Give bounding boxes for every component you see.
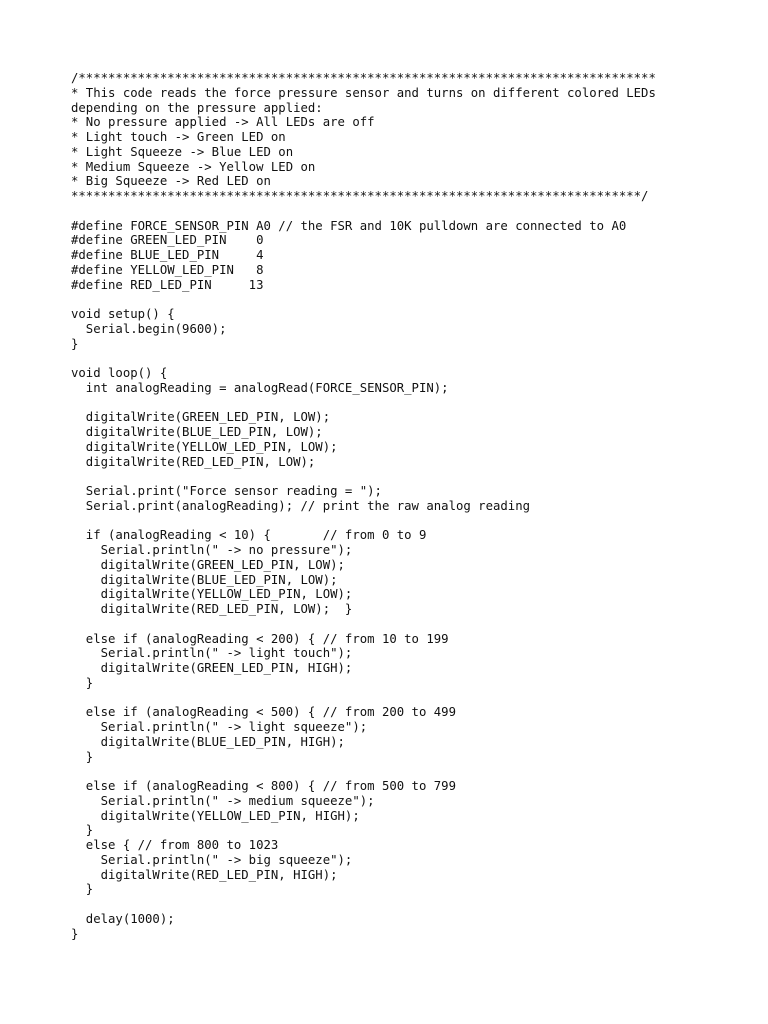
code-line: #define GREEN_LED_PIN 0 bbox=[71, 233, 264, 248]
code-line: Serial.println(" -> no pressure"); bbox=[71, 543, 353, 557]
code-line: digitalWrite(GREEN_LED_PIN, LOW); bbox=[71, 557, 345, 572]
code-line: } bbox=[71, 926, 79, 941]
code-line bbox=[71, 897, 731, 912]
code-line: int analogReading = analogRead(FORCE_SENSOR_PIN); bbox=[71, 380, 449, 395]
code-line: void setup() { bbox=[71, 307, 175, 321]
code-line: Serial.println(" -> light touch"); bbox=[71, 646, 353, 661]
code-line: digitalWrite(RED_LED_PIN, LOW); bbox=[71, 454, 316, 469]
code-line bbox=[71, 617, 731, 632]
code-line: * No pressure applied -> All LEDs are off bbox=[71, 115, 375, 130]
code-line bbox=[71, 691, 731, 706]
code-line bbox=[71, 292, 731, 307]
code-line: digitalWrite(RED_LED_PIN, LOW); } bbox=[71, 602, 353, 616]
code-line: else if (analogReading < 800) { // from 500 to 799 bbox=[71, 779, 456, 793]
code-line: void loop() { bbox=[71, 366, 168, 380]
code-line: *****************************************************************************/ bbox=[71, 189, 649, 203]
code-line: * Big Squeeze -> Red LED on bbox=[71, 174, 271, 189]
code-line: digitalWrite(YELLOW_LED_PIN, LOW); bbox=[71, 439, 338, 454]
code-line: } bbox=[71, 882, 94, 897]
code-line: digitalWrite(YELLOW_LED_PIN, HIGH); bbox=[71, 808, 360, 823]
code-line: #define BLUE_LED_PIN 4 bbox=[71, 248, 264, 262]
code-line: digitalWrite(GREEN_LED_PIN, HIGH); bbox=[71, 661, 353, 675]
code-line bbox=[71, 764, 731, 779]
code-line bbox=[71, 204, 731, 219]
code-line: /****************************************************************************** bbox=[71, 71, 656, 85]
code-line: digitalWrite(BLUE_LED_PIN, LOW); bbox=[71, 425, 323, 439]
code-line: Serial.print("Force sensor reading = "); bbox=[71, 484, 382, 498]
code-line: else if (analogReading < 200) { // from 10 to 199 bbox=[71, 631, 449, 646]
code-line: Serial.print(analogReading); // print the raw analog reading bbox=[71, 498, 531, 513]
code-line bbox=[71, 514, 731, 529]
code-line: digitalWrite(RED_LED_PIN, HIGH); bbox=[71, 867, 338, 882]
code-line: } bbox=[71, 675, 94, 690]
code-line: } bbox=[71, 749, 94, 764]
code-line: digitalWrite(BLUE_LED_PIN, LOW); bbox=[71, 572, 338, 587]
code-line: else { // from 800 to 1023 bbox=[71, 838, 279, 852]
code-line: depending on the pressure applied: bbox=[71, 100, 323, 115]
code-line: digitalWrite(BLUE_LED_PIN, HIGH); bbox=[71, 734, 345, 749]
code-line: #define YELLOW_LED_PIN 8 bbox=[71, 262, 264, 277]
code-line: delay(1000); bbox=[71, 911, 175, 926]
code-line: } bbox=[71, 336, 79, 351]
code-line: #define RED_LED_PIN 13 bbox=[71, 277, 264, 292]
code-listing bbox=[71, 71, 731, 941]
code-line: * This code reads the force pressure sensor and turns on different colored LEDs bbox=[71, 85, 656, 100]
code-line: * Light touch -> Green LED on bbox=[71, 130, 286, 144]
code-line: Serial.begin(9600); bbox=[71, 321, 227, 336]
code-line bbox=[71, 469, 731, 484]
code-line: Serial.println(" -> light squeeze"); bbox=[71, 720, 368, 734]
code-line: digitalWrite(GREEN_LED_PIN, LOW); bbox=[71, 410, 331, 425]
code-line: #define FORCE_SENSOR_PIN A0 // the FSR and 10K pulldown are connected to A0 bbox=[71, 218, 627, 233]
code-line bbox=[71, 396, 731, 411]
code-line: * Medium Squeeze -> Yellow LED on bbox=[71, 159, 316, 174]
code-line: } bbox=[71, 823, 94, 838]
code-line: * Light Squeeze -> Blue LED on bbox=[71, 144, 294, 159]
code-line: digitalWrite(YELLOW_LED_PIN, LOW); bbox=[71, 587, 353, 602]
code-line: else if (analogReading < 500) { // from 200 to 499 bbox=[71, 705, 456, 720]
code-line: Serial.println(" -> medium squeeze"); bbox=[71, 793, 375, 808]
code-line: if (analogReading < 10) { // from 0 to 9 bbox=[71, 528, 427, 543]
code-line: Serial.println(" -> big squeeze"); bbox=[71, 852, 353, 867]
code-line bbox=[71, 351, 731, 366]
